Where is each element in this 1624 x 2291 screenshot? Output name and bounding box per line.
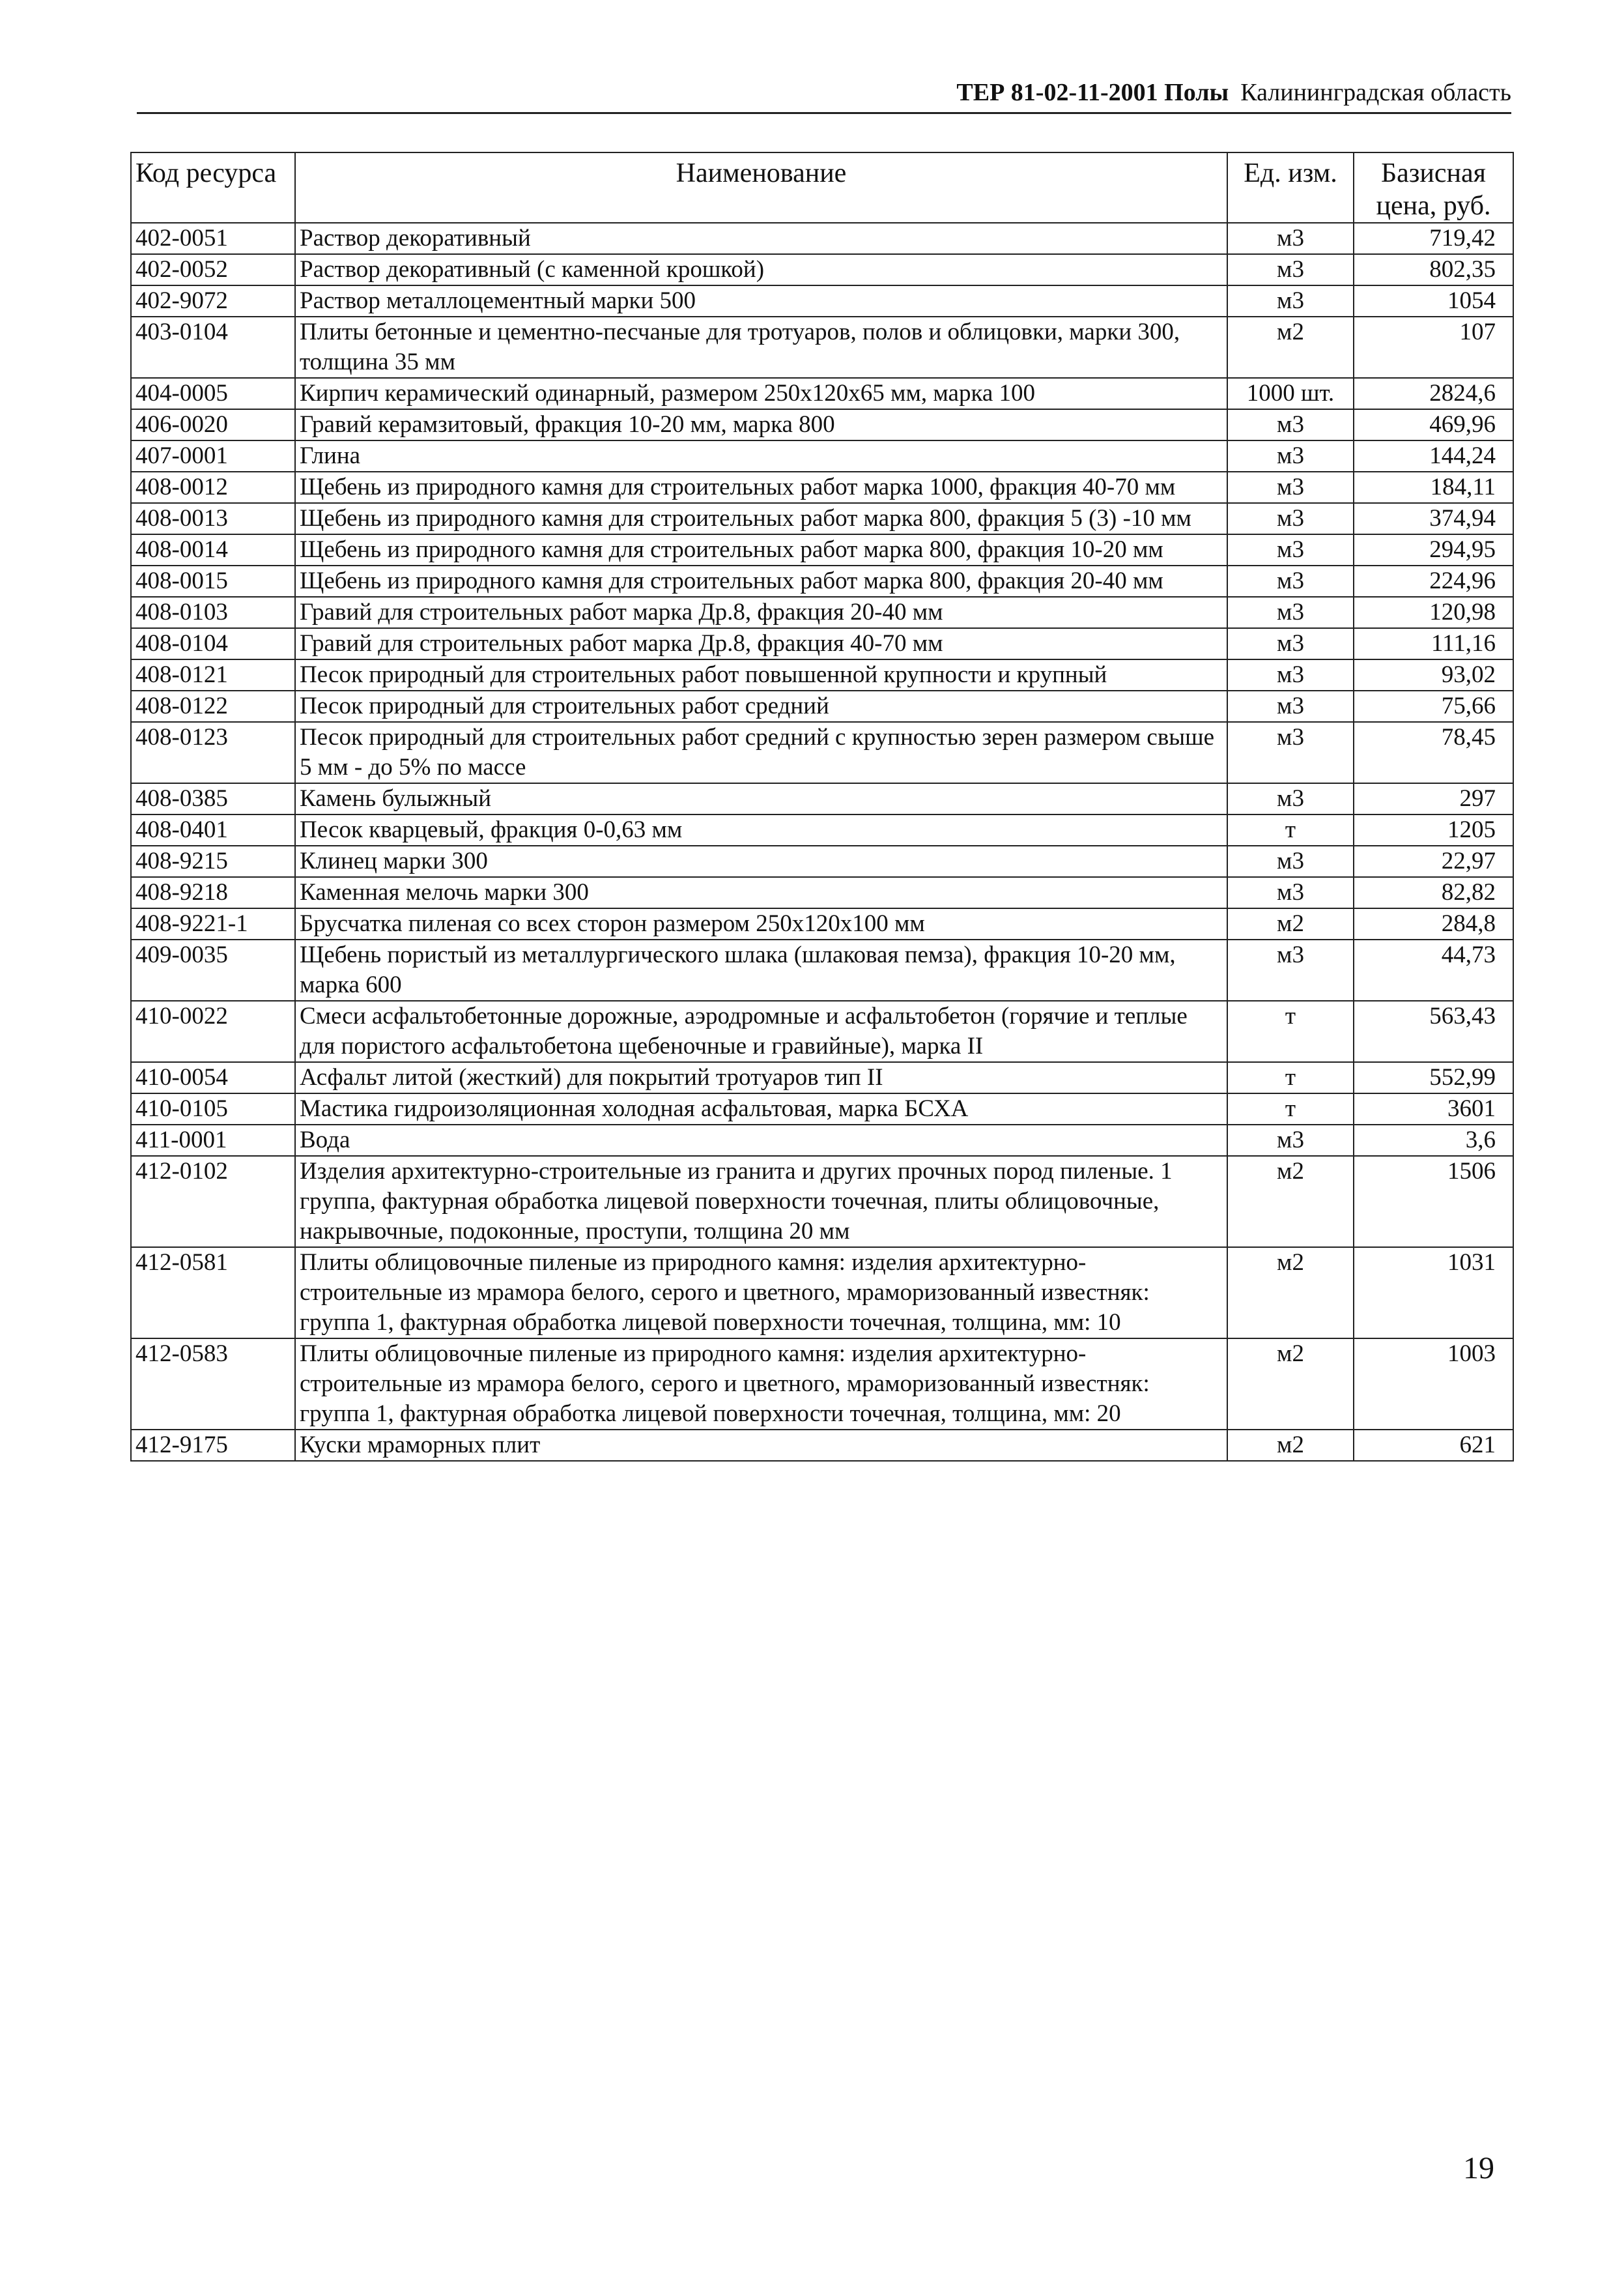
table-row: [131, 1062, 1513, 1093]
cell-unit: 1000 шт.: [1227, 378, 1354, 409]
cell-name: Щебень из природного камня для строительных работ марка 1000, фракция 40-70 мм: [295, 472, 1227, 503]
table-row: [131, 1093, 1513, 1125]
cell-unit: т: [1227, 1001, 1354, 1062]
cell-price: 75,66: [1354, 691, 1513, 722]
table-row: [131, 846, 1513, 877]
cell-unit: м3: [1227, 691, 1354, 722]
cell-price: 144,24: [1354, 440, 1513, 472]
cell-unit: м3: [1227, 440, 1354, 472]
cell-price: 374,94: [1354, 503, 1513, 534]
cell-unit: м3: [1227, 783, 1354, 814]
table-row: [131, 1338, 1513, 1430]
cell-code: 409-0035: [131, 940, 295, 1001]
cell-name: Песок природный для строительных работ средний: [295, 691, 1227, 722]
cell-code: 403-0104: [131, 317, 295, 378]
cell-name: Глина: [295, 440, 1227, 472]
table-row: [131, 378, 1513, 409]
cell-code: 402-9072: [131, 285, 295, 317]
cell-price: 802,35: [1354, 254, 1513, 285]
cell-name: Клинец марки 300: [295, 846, 1227, 877]
table-row: [131, 628, 1513, 659]
cell-name: Песок природный для строительных работ средний с крупностью зерен размером свыше 5 мм - до 5% по массе: [295, 722, 1227, 783]
cell-price: 120,98: [1354, 597, 1513, 628]
cell-name: Щебень пористый из металлургического шлака (шлаковая пемза), фракция 10-20 мм, марка 600: [295, 940, 1227, 1001]
cell-unit: т: [1227, 1093, 1354, 1125]
cell-name: Щебень из природного камня для строительных работ марка 800, фракция 5 (3) -10 мм: [295, 503, 1227, 534]
cell-name: Гравий для строительных работ марка Др.8, фракция 40-70 мм: [295, 628, 1227, 659]
cell-price: 1506: [1354, 1156, 1513, 1247]
cell-code: 407-0001: [131, 440, 295, 472]
table-row: [131, 317, 1513, 378]
cell-price: 22,97: [1354, 846, 1513, 877]
cell-code: 406-0020: [131, 409, 295, 440]
cell-unit: м2: [1227, 1247, 1354, 1338]
cell-unit: т: [1227, 814, 1354, 846]
cell-name: Мастика гидроизоляционная холодная асфальтовая, марка БСХА: [295, 1093, 1227, 1125]
table-row: [131, 223, 1513, 254]
column-header-name: Наименование: [295, 152, 1227, 223]
cell-price: 107: [1354, 317, 1513, 378]
column-header-unit: Ед. изм.: [1227, 152, 1354, 223]
cell-name: Щебень из природного камня для строительных работ марка 800, фракция 20-40 мм: [295, 566, 1227, 597]
table-row: [131, 1125, 1513, 1156]
cell-price: 224,96: [1354, 566, 1513, 597]
table-row: [131, 783, 1513, 814]
cell-name: Кирпич керамический одинарный, размером 250x120x65 мм, марка 100: [295, 378, 1227, 409]
table-row: [131, 254, 1513, 285]
region-name: Калининградская область: [1240, 79, 1511, 106]
cell-name: Плиты бетонные и цементно-песчаные для тротуаров, полов и облицовки, марки 300, толщина 35 мм: [295, 317, 1227, 378]
cell-code: 410-0105: [131, 1093, 295, 1125]
cell-price: 1031: [1354, 1247, 1513, 1338]
cell-code: 408-9221-1: [131, 908, 295, 940]
cell-unit: м3: [1227, 722, 1354, 783]
table-row: [131, 722, 1513, 783]
cell-code: 408-0014: [131, 534, 295, 566]
resource-table: [130, 152, 1514, 1462]
table-row: [131, 597, 1513, 628]
cell-code: 411-0001: [131, 1125, 295, 1156]
cell-name: Гравий керамзитовый, фракция 10-20 мм, марка 800: [295, 409, 1227, 440]
cell-code: 408-0103: [131, 597, 295, 628]
table-row: [131, 659, 1513, 691]
cell-unit: м2: [1227, 317, 1354, 378]
table-row: [131, 534, 1513, 566]
cell-code: 408-0104: [131, 628, 295, 659]
cell-price: 469,96: [1354, 409, 1513, 440]
cell-name: Куски мраморных плит: [295, 1430, 1227, 1461]
table-row: [131, 1001, 1513, 1062]
cell-code: 408-0123: [131, 722, 295, 783]
table-row: [131, 691, 1513, 722]
cell-price: 1205: [1354, 814, 1513, 846]
cell-price: 93,02: [1354, 659, 1513, 691]
table-row: [131, 285, 1513, 317]
cell-price: 1003: [1354, 1338, 1513, 1430]
cell-name: Брусчатка пиленая со всех сторон размером 250x120x100 мм: [295, 908, 1227, 940]
cell-unit: м3: [1227, 472, 1354, 503]
cell-price: 78,45: [1354, 722, 1513, 783]
cell-name: Каменная мелочь марки 300: [295, 877, 1227, 908]
cell-code: 408-0012: [131, 472, 295, 503]
column-header-code: Код ресурса: [131, 152, 295, 223]
cell-unit: м3: [1227, 566, 1354, 597]
cell-code: 404-0005: [131, 378, 295, 409]
cell-price: 563,43: [1354, 1001, 1513, 1062]
cell-code: 408-0121: [131, 659, 295, 691]
cell-price: 2824,6: [1354, 378, 1513, 409]
page-number: 19: [1463, 2151, 1494, 2185]
cell-name: Песок природный для строительных работ повышенной крупности и крупный: [295, 659, 1227, 691]
cell-unit: м2: [1227, 1156, 1354, 1247]
cell-unit: м3: [1227, 659, 1354, 691]
cell-code: 410-0054: [131, 1062, 295, 1093]
cell-name: Вода: [295, 1125, 1227, 1156]
cell-name: Плиты облицовочные пиленые из природного камня: изделия архитектурно-строительные из мрамора белого, серого и цветного, мраморизованный известняк: группа 1, фактурная обработка лицевой поверхности точечная, толщина, мм: 10: [295, 1247, 1227, 1338]
cell-code: 408-0122: [131, 691, 295, 722]
cell-price: 184,11: [1354, 472, 1513, 503]
cell-unit: м3: [1227, 503, 1354, 534]
cell-name: Песок кварцевый, фракция 0-0,63 мм: [295, 814, 1227, 846]
column-header-price: Базисная цена, руб.: [1354, 152, 1513, 223]
document-code: ТЕР 81-02-11-2001 Полы: [956, 79, 1229, 106]
cell-unit: м3: [1227, 877, 1354, 908]
cell-code: 408-9215: [131, 846, 295, 877]
table-header-row: [131, 152, 1513, 223]
cell-price: 1054: [1354, 285, 1513, 317]
cell-code: 412-0581: [131, 1247, 295, 1338]
cell-code: 402-0052: [131, 254, 295, 285]
cell-name: Раствор декоративный: [295, 223, 1227, 254]
table-row: [131, 409, 1513, 440]
cell-unit: м3: [1227, 628, 1354, 659]
page-header: [137, 73, 1511, 114]
table-row: [131, 472, 1513, 503]
cell-unit: м3: [1227, 409, 1354, 440]
table-row: [131, 503, 1513, 534]
table-row: [131, 1247, 1513, 1338]
cell-price: 621: [1354, 1430, 1513, 1461]
cell-code: 412-0102: [131, 1156, 295, 1247]
cell-unit: т: [1227, 1062, 1354, 1093]
table-body: [131, 223, 1513, 1461]
cell-code: 412-9175: [131, 1430, 295, 1461]
cell-unit: м3: [1227, 285, 1354, 317]
cell-unit: м3: [1227, 254, 1354, 285]
cell-price: 111,16: [1354, 628, 1513, 659]
table-row: [131, 566, 1513, 597]
cell-code: 412-0583: [131, 1338, 295, 1430]
cell-name: Изделия архитектурно-строительные из гранита и других прочных пород пиленые. 1 группа, фактурная обработка лицевой поверхности точечная, плиты облицовочные, накрывочные, подоконные, проступи, толщина 20 мм: [295, 1156, 1227, 1247]
cell-price: 3,6: [1354, 1125, 1513, 1156]
table-row: [131, 1156, 1513, 1247]
cell-code: 408-0401: [131, 814, 295, 846]
cell-price: 294,95: [1354, 534, 1513, 566]
cell-unit: м2: [1227, 1430, 1354, 1461]
cell-name: Камень булыжный: [295, 783, 1227, 814]
table-row: [131, 814, 1513, 846]
cell-name: Щебень из природного камня для строительных работ марка 800, фракция 10-20 мм: [295, 534, 1227, 566]
cell-name: Раствор металлоцементный марки 500: [295, 285, 1227, 317]
cell-price: 719,42: [1354, 223, 1513, 254]
cell-code: 408-0015: [131, 566, 295, 597]
cell-name: Гравий для строительных работ марка Др.8, фракция 20-40 мм: [295, 597, 1227, 628]
cell-price: 44,73: [1354, 940, 1513, 1001]
cell-unit: м2: [1227, 908, 1354, 940]
table-row: [131, 877, 1513, 908]
cell-price: 3601: [1354, 1093, 1513, 1125]
table-row: [131, 1430, 1513, 1461]
cell-unit: м3: [1227, 940, 1354, 1001]
cell-price: 552,99: [1354, 1062, 1513, 1093]
cell-name: Раствор декоративный (с каменной крошкой): [295, 254, 1227, 285]
cell-unit: м3: [1227, 534, 1354, 566]
cell-code: 408-9218: [131, 877, 295, 908]
cell-unit: м2: [1227, 1338, 1354, 1430]
cell-unit: м3: [1227, 597, 1354, 628]
table-row: [131, 440, 1513, 472]
cell-price: 284,8: [1354, 908, 1513, 940]
table-row: [131, 940, 1513, 1001]
cell-code: 408-0385: [131, 783, 295, 814]
cell-name: Асфальт литой (жесткий) для покрытий тротуаров тип II: [295, 1062, 1227, 1093]
cell-price: 297: [1354, 783, 1513, 814]
cell-code: 410-0022: [131, 1001, 295, 1062]
cell-unit: м3: [1227, 223, 1354, 254]
cell-name: Плиты облицовочные пиленые из природного камня: изделия архитектурно-строительные из мрамора белого, серого и цветного, мраморизованный известняк: группа 1, фактурная обработка лицевой поверхности точечная, толщина, мм: 20: [295, 1338, 1227, 1430]
cell-unit: м3: [1227, 846, 1354, 877]
cell-name: Смеси асфальтобетонные дорожные, аэродромные и асфальтобетон (горячие и теплые для пористого асфальтобетона щебеночные и гравийные), марка II: [295, 1001, 1227, 1062]
cell-price: 82,82: [1354, 877, 1513, 908]
cell-code: 402-0051: [131, 223, 295, 254]
cell-unit: м3: [1227, 1125, 1354, 1156]
table-row: [131, 908, 1513, 940]
cell-code: 408-0013: [131, 503, 295, 534]
